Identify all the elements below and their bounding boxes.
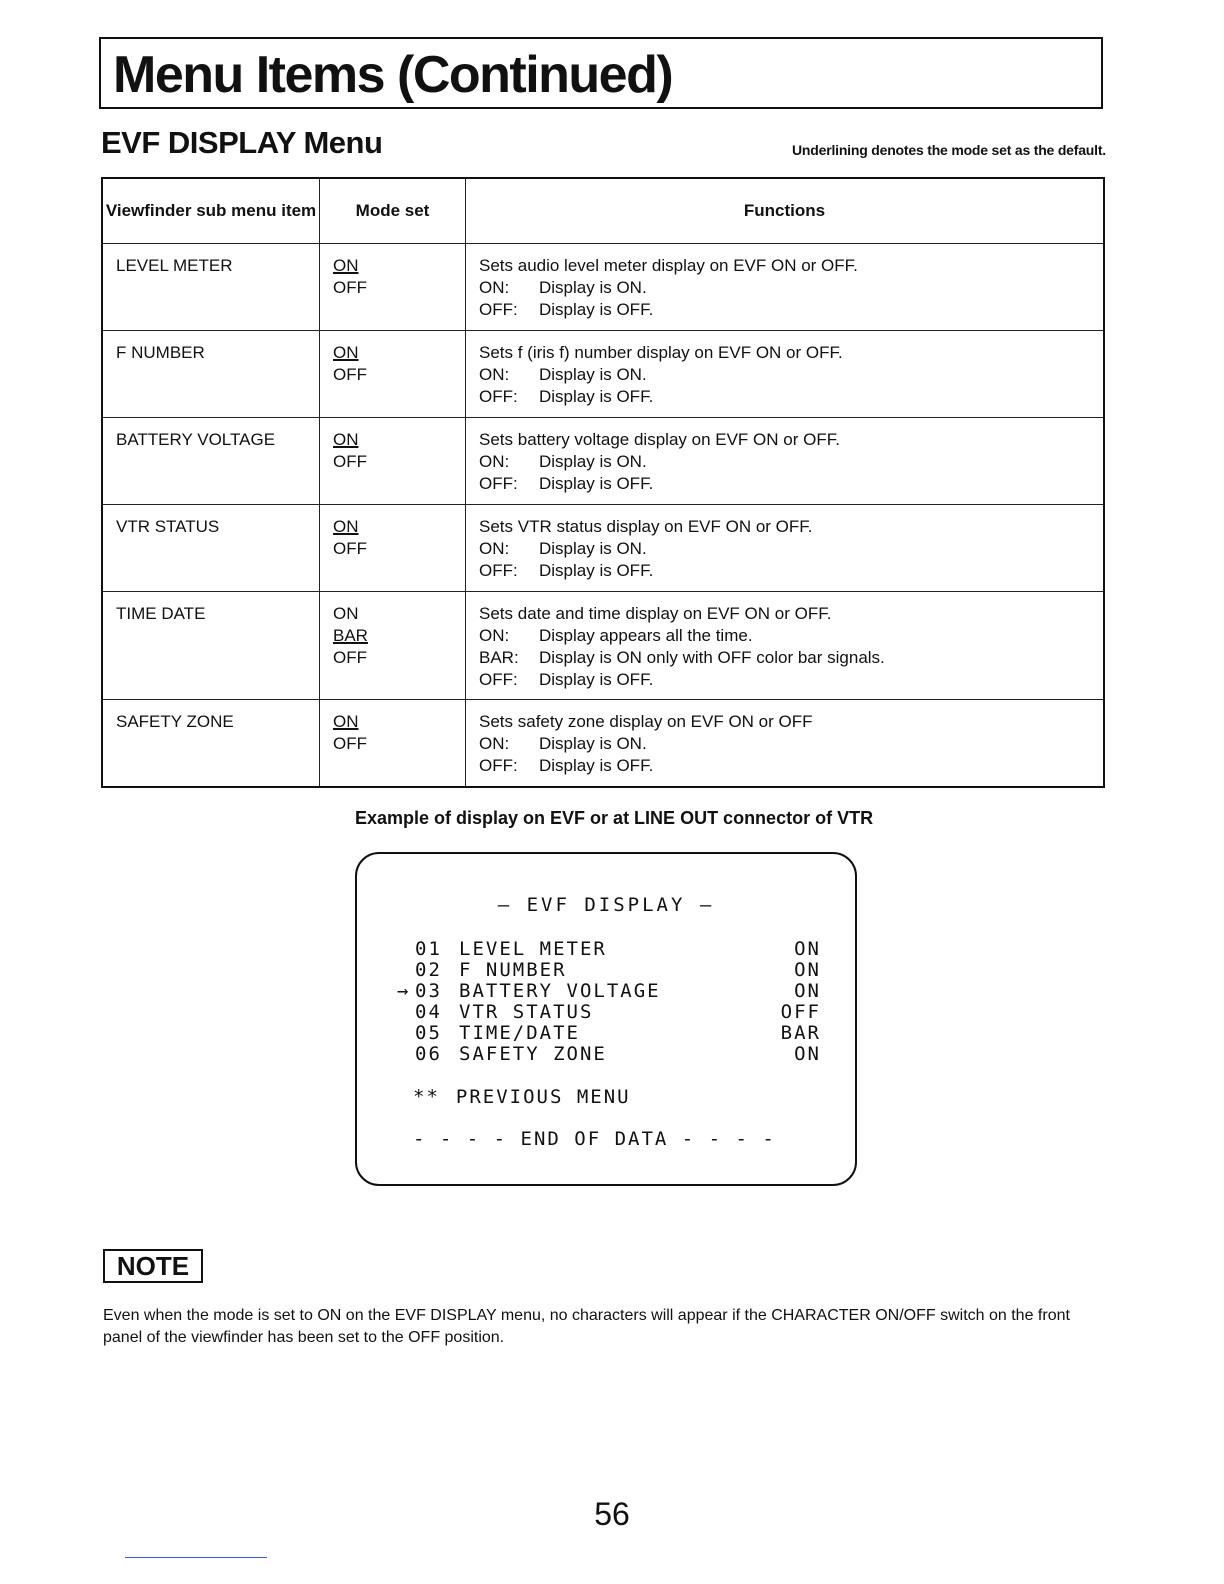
function-detail-key: ON: bbox=[479, 278, 510, 297]
header-mode-set: Mode set bbox=[320, 178, 466, 244]
function-detail-key: ON: bbox=[479, 452, 510, 471]
sub-menu-item: LEVEL METER bbox=[102, 244, 320, 331]
note-text: Even when the mode is set to ON on the EVF DISPLAY menu, no characters will appear if the CHARACTER ON/OFF switch on the front panel of the viewfinder has been set to the OFF position. bbox=[103, 1307, 1070, 1346]
function-description: Sets VTR status display on EVF ON or OFF. bbox=[479, 517, 813, 536]
table-row bbox=[102, 331, 1104, 418]
function-description: Sets battery voltage display on EVF ON or OFF. bbox=[479, 430, 840, 449]
screen-previous-menu bbox=[413, 1086, 631, 1108]
function-detail-text: Display is ON. bbox=[539, 734, 647, 753]
function-detail-text: Display is ON. bbox=[539, 452, 647, 471]
mode-set-cell bbox=[320, 505, 466, 592]
page-number: 56 bbox=[594, 1496, 630, 1532]
mode-option-default: ON bbox=[333, 517, 359, 536]
function-detail-key: OFF: bbox=[479, 561, 518, 580]
function-detail bbox=[479, 647, 1090, 669]
screen-menu-row bbox=[397, 1043, 821, 1064]
function-detail-text: Display is OFF. bbox=[539, 561, 654, 580]
sub-menu-item: F NUMBER bbox=[102, 331, 320, 418]
mode-option-default: ON bbox=[333, 343, 359, 362]
screen-menu-row bbox=[397, 1001, 821, 1022]
table-header-row bbox=[102, 178, 1104, 244]
sub-menu-item: VTR STATUS bbox=[102, 505, 320, 592]
screen-row-value: ON bbox=[794, 938, 821, 960]
screen-row-label: F NUMBER bbox=[459, 959, 567, 981]
function-detail-text: Display is ON only with OFF color bar signals. bbox=[539, 648, 885, 667]
function-detail-text: Display is ON. bbox=[539, 365, 647, 384]
function-detail bbox=[479, 277, 1090, 299]
function-detail-text: Display is ON. bbox=[539, 278, 647, 297]
table-row bbox=[102, 244, 1104, 331]
screen-row-value: ON bbox=[794, 1043, 821, 1065]
screen-row-value: ON bbox=[794, 980, 821, 1002]
mode-option: OFF bbox=[333, 734, 367, 753]
functions-cell bbox=[466, 700, 1105, 787]
function-detail-key: ON: bbox=[479, 626, 510, 645]
function-description: Sets f (iris f) number display on EVF ON or OFF. bbox=[479, 343, 843, 362]
table-row bbox=[102, 592, 1104, 700]
note-badge: NOTE bbox=[103, 1249, 203, 1283]
mode-option-default: ON bbox=[333, 430, 359, 449]
screen-row-number: 04 bbox=[415, 1001, 442, 1023]
function-detail bbox=[479, 733, 1090, 755]
screen-end-of-data: - - - - END OF DATA - - - - bbox=[413, 1128, 776, 1150]
sub-menu-item: BATTERY VOLTAGE bbox=[102, 418, 320, 505]
function-description: Sets audio level meter display on EVF ON or OFF. bbox=[479, 256, 858, 275]
function-detail-key: OFF: bbox=[479, 300, 518, 319]
footer-rule bbox=[125, 1557, 267, 1558]
section-title: EVF DISPLAY Menu bbox=[101, 125, 383, 160]
mode-option: ON bbox=[333, 604, 359, 623]
default-note: Underlining denotes the mode set as the default. bbox=[792, 142, 1106, 158]
title-box bbox=[99, 37, 1103, 109]
mode-option-default: BAR bbox=[333, 626, 368, 645]
screen-row-label: SAFETY ZONE bbox=[459, 1043, 607, 1065]
mode-set-cell bbox=[320, 331, 466, 418]
screen-cursor-arrow: → bbox=[397, 980, 411, 1002]
function-detail bbox=[479, 299, 1090, 321]
mode-option: OFF bbox=[333, 452, 367, 471]
function-detail-key: ON: bbox=[479, 365, 510, 384]
function-detail-text: Display is ON. bbox=[539, 539, 647, 558]
mode-set-cell bbox=[320, 418, 466, 505]
mode-option: OFF bbox=[333, 539, 367, 558]
function-detail-text: Display is OFF. bbox=[539, 670, 654, 689]
function-detail bbox=[479, 755, 1090, 777]
function-detail-key: OFF: bbox=[479, 670, 518, 689]
function-description: Sets safety zone display on EVF ON or OFF bbox=[479, 712, 813, 731]
mode-set-cell bbox=[320, 592, 466, 700]
function-detail-text: Display is OFF. bbox=[539, 300, 654, 319]
screen-row-value: ON bbox=[794, 959, 821, 981]
function-detail bbox=[479, 625, 1090, 647]
function-detail-key: ON: bbox=[479, 734, 510, 753]
function-detail-key: OFF: bbox=[479, 387, 518, 406]
function-detail-text: Display is OFF. bbox=[539, 756, 654, 775]
function-detail bbox=[479, 473, 1090, 495]
header-sub-menu-item: Viewfinder sub menu item bbox=[102, 178, 320, 244]
sub-menu-item: TIME DATE bbox=[102, 592, 320, 700]
function-detail-key: ON: bbox=[479, 539, 510, 558]
mode-option-default: ON bbox=[333, 712, 359, 731]
header-functions: Functions bbox=[466, 178, 1105, 244]
table-row bbox=[102, 505, 1104, 592]
mode-set-cell bbox=[320, 244, 466, 331]
screen-row-number: 01 bbox=[415, 938, 442, 960]
function-detail-text: Display is OFF. bbox=[539, 387, 654, 406]
screen-menu-row bbox=[397, 959, 821, 980]
function-detail-text: Display appears all the time. bbox=[539, 626, 753, 645]
functions-cell bbox=[466, 331, 1105, 418]
screen-row-value: BAR bbox=[780, 1022, 821, 1044]
mode-option: OFF bbox=[333, 278, 367, 297]
screen-row-label: BATTERY VOLTAGE bbox=[459, 980, 661, 1002]
screen-menu-row bbox=[397, 980, 821, 1001]
mode-option-default: ON bbox=[333, 256, 359, 275]
mode-option: OFF bbox=[333, 648, 367, 667]
function-description: Sets date and time display on EVF ON or OFF. bbox=[479, 604, 832, 623]
screen-row-label: VTR STATUS bbox=[459, 1001, 594, 1023]
mode-set-cell bbox=[320, 700, 466, 787]
evf-display-menu-table bbox=[101, 177, 1105, 788]
function-detail bbox=[479, 538, 1090, 560]
screen-row-number: 05 bbox=[415, 1022, 442, 1044]
screen-previous-marker: ** bbox=[413, 1086, 440, 1108]
example-caption: Example of display on EVF or at LINE OUT connector of VTR bbox=[355, 808, 874, 828]
functions-cell bbox=[466, 505, 1105, 592]
sub-menu-item: SAFETY ZONE bbox=[102, 700, 320, 787]
screen-menu-row bbox=[397, 1022, 821, 1043]
screen-menu-row bbox=[397, 938, 821, 959]
mode-option: OFF bbox=[333, 365, 367, 384]
function-detail-key: BAR: bbox=[479, 648, 519, 667]
function-detail bbox=[479, 669, 1090, 691]
function-detail-key: OFF: bbox=[479, 756, 518, 775]
screen-row-label: LEVEL METER bbox=[459, 938, 607, 960]
function-detail bbox=[479, 560, 1090, 582]
screen-row-label: TIME/DATE bbox=[459, 1022, 580, 1044]
screen-row-number: 06 bbox=[415, 1043, 442, 1065]
function-detail-key: OFF: bbox=[479, 474, 518, 493]
table-row bbox=[102, 700, 1104, 787]
screen-previous-label: PREVIOUS MENU bbox=[455, 1086, 631, 1108]
functions-cell bbox=[466, 418, 1105, 505]
function-detail bbox=[479, 451, 1090, 473]
evf-screen-example bbox=[355, 852, 857, 1186]
functions-cell bbox=[466, 592, 1105, 700]
function-detail bbox=[479, 386, 1090, 408]
screen-row-value: OFF bbox=[780, 1001, 821, 1023]
table-row bbox=[102, 418, 1104, 505]
table-body bbox=[102, 244, 1104, 787]
function-detail bbox=[479, 364, 1090, 386]
screen-row-number: 02 bbox=[415, 959, 442, 981]
function-detail-text: Display is OFF. bbox=[539, 474, 654, 493]
screen-title: – EVF DISPLAY – bbox=[497, 894, 715, 916]
functions-cell bbox=[466, 244, 1105, 331]
screen-row-number: 03 bbox=[415, 980, 442, 1002]
page-title: Menu Items (Continued) bbox=[113, 46, 673, 104]
